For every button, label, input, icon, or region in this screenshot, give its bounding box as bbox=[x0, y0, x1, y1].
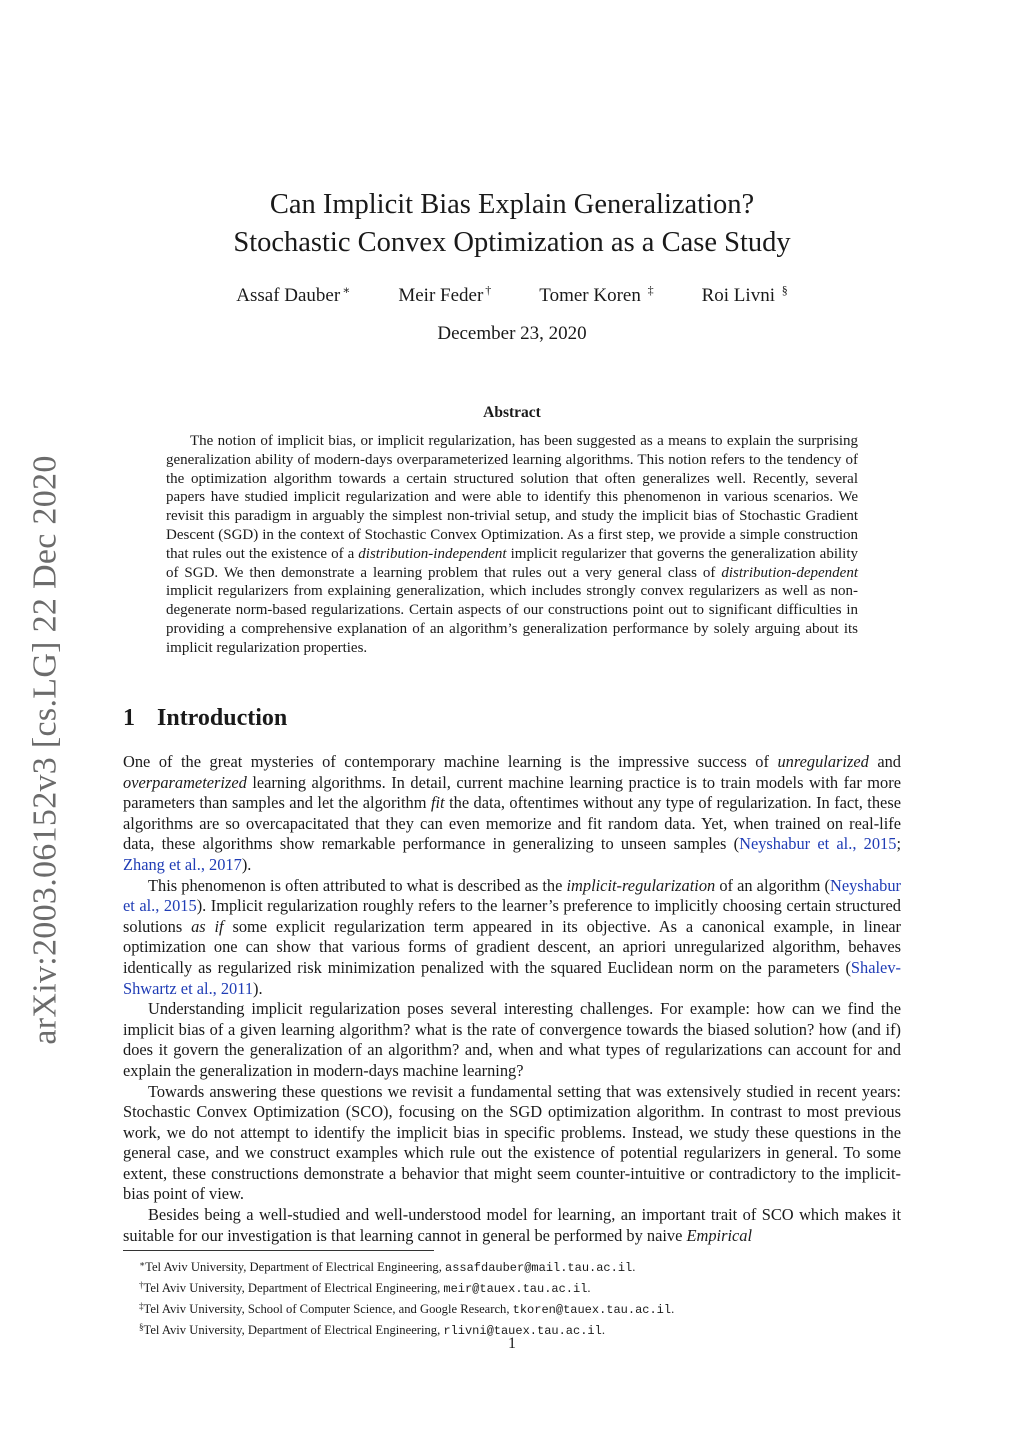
title-line-1: Can Implicit Bias Explain Generalization? bbox=[269, 189, 755, 220]
arxiv-identifier: arXiv:2003.06152v3 [cs.LG] 22 Dec 2020 bbox=[27, 454, 65, 1045]
paper-date: December 23, 2020 bbox=[437, 323, 587, 344]
citation-link[interactable]: Neyshabur et al., 2015 bbox=[123, 875, 901, 916]
footnote: †Tel Aviv University, Department of Electrical Engineering, meir@tauex.tau.ac.il. bbox=[139, 1280, 591, 1296]
email-address[interactable]: assafdauber@mail.tau.ac.il bbox=[445, 1261, 633, 1275]
abstract-text: The notion of implicit bias, or implicit regularization, has been suggested as a means to explain the surprising generalization ability of modern-days overparameterized learning algorithms. This notion refers to the tendency of the optimization algorithm towards a certain structured solution that often generalizes well. Recently, several papers have studied implicit regularization and were able to identify this phenomenon in various scenarios. We revisit this paradigm in arguably the simplest non-trivial setup, and study the implicit bias of Stochastic Gradient Descent (SGD) in the context of Stochastic Convex Optimization. As a first step, we provide a simple construction that rules out the existence of a distribution-independent implicit regularizer that governs the generalization ability of SGD. We then demonstrate a learning problem that rules out a very general class of distribution-dependent implicit regularizers from explaining generalization, which includes strongly convex regularizers as well as non-degenerate norm-based regularizations. Certain aspects of our constructions point out to significant difficulties in providing a comprehensive explanation of an algorithm’s generalization performance by solely arguing about its implicit regularization properties. bbox=[166, 433, 858, 656]
paragraph: This phenomenon is often attributed to what is described as the implicit-regularization of an algorithm (Neyshabur et al., 2015). Implicit regularization roughly refers to the learner’s preference to implicitly choosing certain structured solutions as if some explicit regularization term appeared in its objective. As a canonical example, in linear optimization one can show that various forms of gradient descent, an apriori unregularized algorithm, behaves identically as regularized risk minimization penalized with the squared Euclidean norm on the parameters (Shalev-Shwartz et al., 2011). bbox=[123, 875, 901, 998]
paragraph: Besides being a well-studied and well-understood model for learning, an important trait of SCO which makes it suitable for our investigation is that learning cannot in general be performed by naive Empirical bbox=[123, 1205, 901, 1245]
section-title: Introduction bbox=[157, 705, 288, 731]
section-heading bbox=[123, 705, 287, 732]
citation-link[interactable]: Neyshabur et al., 2015 bbox=[739, 834, 897, 854]
email-address[interactable]: meir@tauex.tau.ac.il bbox=[443, 1282, 588, 1296]
author: Roi Livni § bbox=[701, 283, 788, 306]
author: Meir Feder † bbox=[398, 283, 492, 306]
paper-title bbox=[0, 186, 1024, 262]
footnote: §Tel Aviv University, Department of Electrical Engineering, rlivni@tauex.tau.ac.il. bbox=[139, 1322, 605, 1338]
page-number: 1 bbox=[508, 1335, 516, 1352]
email-address[interactable]: rlivni@tauex.tau.ac.il bbox=[443, 1324, 602, 1338]
title-line-2: Stochastic Convex Optimization as a Case Study bbox=[233, 227, 791, 258]
footnote: ∗Tel Aviv University, Department of Electrical Engineering, assafdauber@mail.tau.ac.il. bbox=[139, 1259, 636, 1275]
author-footnote-mark: † bbox=[485, 283, 492, 297]
footnotes bbox=[123, 1256, 901, 1340]
author-footnote-mark: ‡ bbox=[647, 283, 654, 297]
paragraph: One of the great mysteries of contemporary machine learning is the impressive success of unregularized and overparameterized learning algorithms. In detail, current machine learning practice is to train models with far more parameters than samples and let the algorithm fit the data, oftentimes without any type of regularization. In fact, these algorithms are so overcapacitated that they can even memorize and fit random data. Yet, when trained on real-life data, these algorithms show remarkable performance in generalizing to unseen samples (Neyshabur et al., 2015; Zhang et al., 2017). bbox=[123, 752, 901, 874]
author: Tomer Koren ‡ bbox=[539, 283, 654, 306]
introduction-body bbox=[123, 752, 901, 1246]
arxiv-side-stamp bbox=[6, 447, 86, 1052]
section-number: 1 bbox=[123, 705, 135, 731]
author-list bbox=[0, 283, 1024, 307]
author-footnote-mark: ∗ bbox=[342, 283, 351, 297]
citation-link[interactable]: Shalev-Shwartz et al., 2011 bbox=[123, 957, 901, 998]
footnote-divider bbox=[123, 1250, 434, 1251]
footnote: ‡Tel Aviv University, School of Computer Science, and Google Research, tkoren@tauex.tau.ac.il. bbox=[139, 1301, 675, 1317]
author-footnote-mark: § bbox=[781, 283, 788, 297]
paragraph: Towards answering these questions we revisit a fundamental setting that was extensively studied in recent years: Stochastic Convex Optimization (SCO), focusing on the SGD optimization algorithm. In contrast to most previous work, we do not attempt to identify the implicit bias in specific problems. Instead, we study these questions in the general case, and we construct examples which rule out the existence of potential regularizers in general. To some extent, these constructions demonstrate a behavior that might seem counter-intuitive or contradictory to the implicit-bias point of view. bbox=[123, 1081, 901, 1204]
author: Assaf Dauber ∗ bbox=[236, 283, 351, 306]
paragraph: Understanding implicit regularization poses several interesting challenges. For example: how can we find the implicit bias of a given learning algorithm? what is the rate of convergence towards the biased solution? how (and if) does it govern the generalization of an algorithm? and, when and what types of regularizations can account for and explain the generalization in modern-days machine learning? bbox=[123, 999, 901, 1080]
abstract-heading: Abstract bbox=[483, 404, 541, 421]
citation-link[interactable]: Zhang et al., 2017 bbox=[123, 854, 242, 874]
email-address[interactable]: tkoren@tauex.tau.ac.il bbox=[512, 1303, 672, 1317]
